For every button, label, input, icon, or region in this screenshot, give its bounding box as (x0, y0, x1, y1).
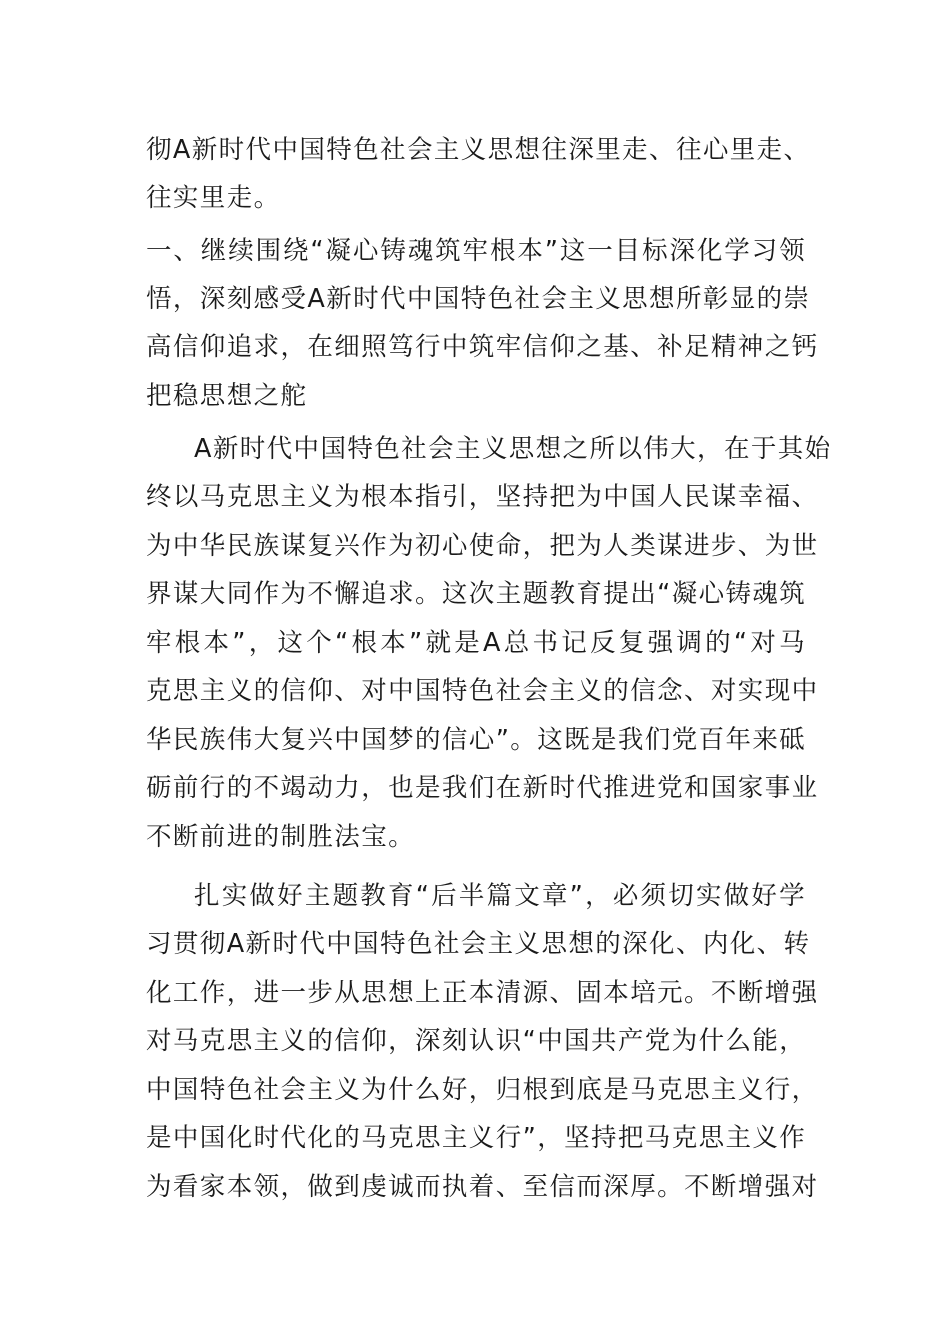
paragraph-1-line-5: 牢根本”，这个“根本”就是A总书记反复强调的“对马 (146, 628, 806, 658)
paragraph-2-line-2: 习贯彻A新时代中国特色社会主义思想的深化、内化、转 (146, 929, 811, 959)
section-heading-line-3: 高信仰追求，在细照笃行中筑牢信仰之基、补足精神之钙 (146, 332, 819, 362)
text-line-2: 往实里走。 (146, 183, 281, 213)
section-heading-line-2: 悟，深刻感受A新时代中国特色社会主义思想所彰显的崇 (146, 284, 811, 314)
paragraph-1-line-4: 界谋大同作为不懈追求。这次主题教育提出“凝心铸魂筑 (146, 579, 807, 609)
text-line-1: 彻A新时代中国特色社会主义思想往深里走、往心里走、 (146, 135, 811, 165)
paragraph-2-line-5: 中国特色社会主义为什么好，归根到底是马克思主义行， (146, 1075, 819, 1105)
paragraph-2-line-7: 为看家本领，做到虔诚而执着、至信而深厚。不断增强对 (146, 1172, 819, 1202)
paragraph-1-line-3: 为中华民族谋复兴作为初心使命，把为人类谋进步、为世 (146, 531, 819, 561)
paragraph-2-line-3: 化工作，进一步从思想上正本清源、固本培元。不断增强 (146, 978, 819, 1008)
paragraph-1-line-2: 终以马克思主义为根本指引，坚持把为中国人民谋幸福、 (146, 482, 819, 512)
paragraph-1-line-9: 不断前进的制胜法宝。 (146, 822, 416, 852)
section-heading-line-4: 把稳思想之舵 (146, 381, 308, 411)
paragraph-1-line-6: 克思主义的信仰、对中国特色社会主义的信念、对实现中 (146, 676, 819, 706)
paragraph-1-line-1: A新时代中国特色社会主义思想之所以伟大，在于其始 (194, 434, 832, 464)
paragraph-2-line-6: 是中国化时代化的马克思主义行”，坚持把马克思主义作 (146, 1123, 807, 1153)
paragraph-1-line-8: 砺前行的不竭动力，也是我们在新时代推进党和国家事业 (146, 773, 819, 803)
paragraph-2-line-4: 对马克思主义的信仰，深刻认识“中国共产党为什么能， (146, 1026, 807, 1056)
section-heading-line-1: 一、继续围绕“凝心铸魂筑牢根本”这一目标深化学习领 (146, 236, 806, 266)
paragraph-1-line-7: 华民族伟大复兴中国梦的信心”。这既是我们党百年来砥 (146, 725, 807, 755)
paragraph-2-line-1: 扎实做好主题教育“后半篇文章”，必须切实做好学 (194, 881, 806, 911)
